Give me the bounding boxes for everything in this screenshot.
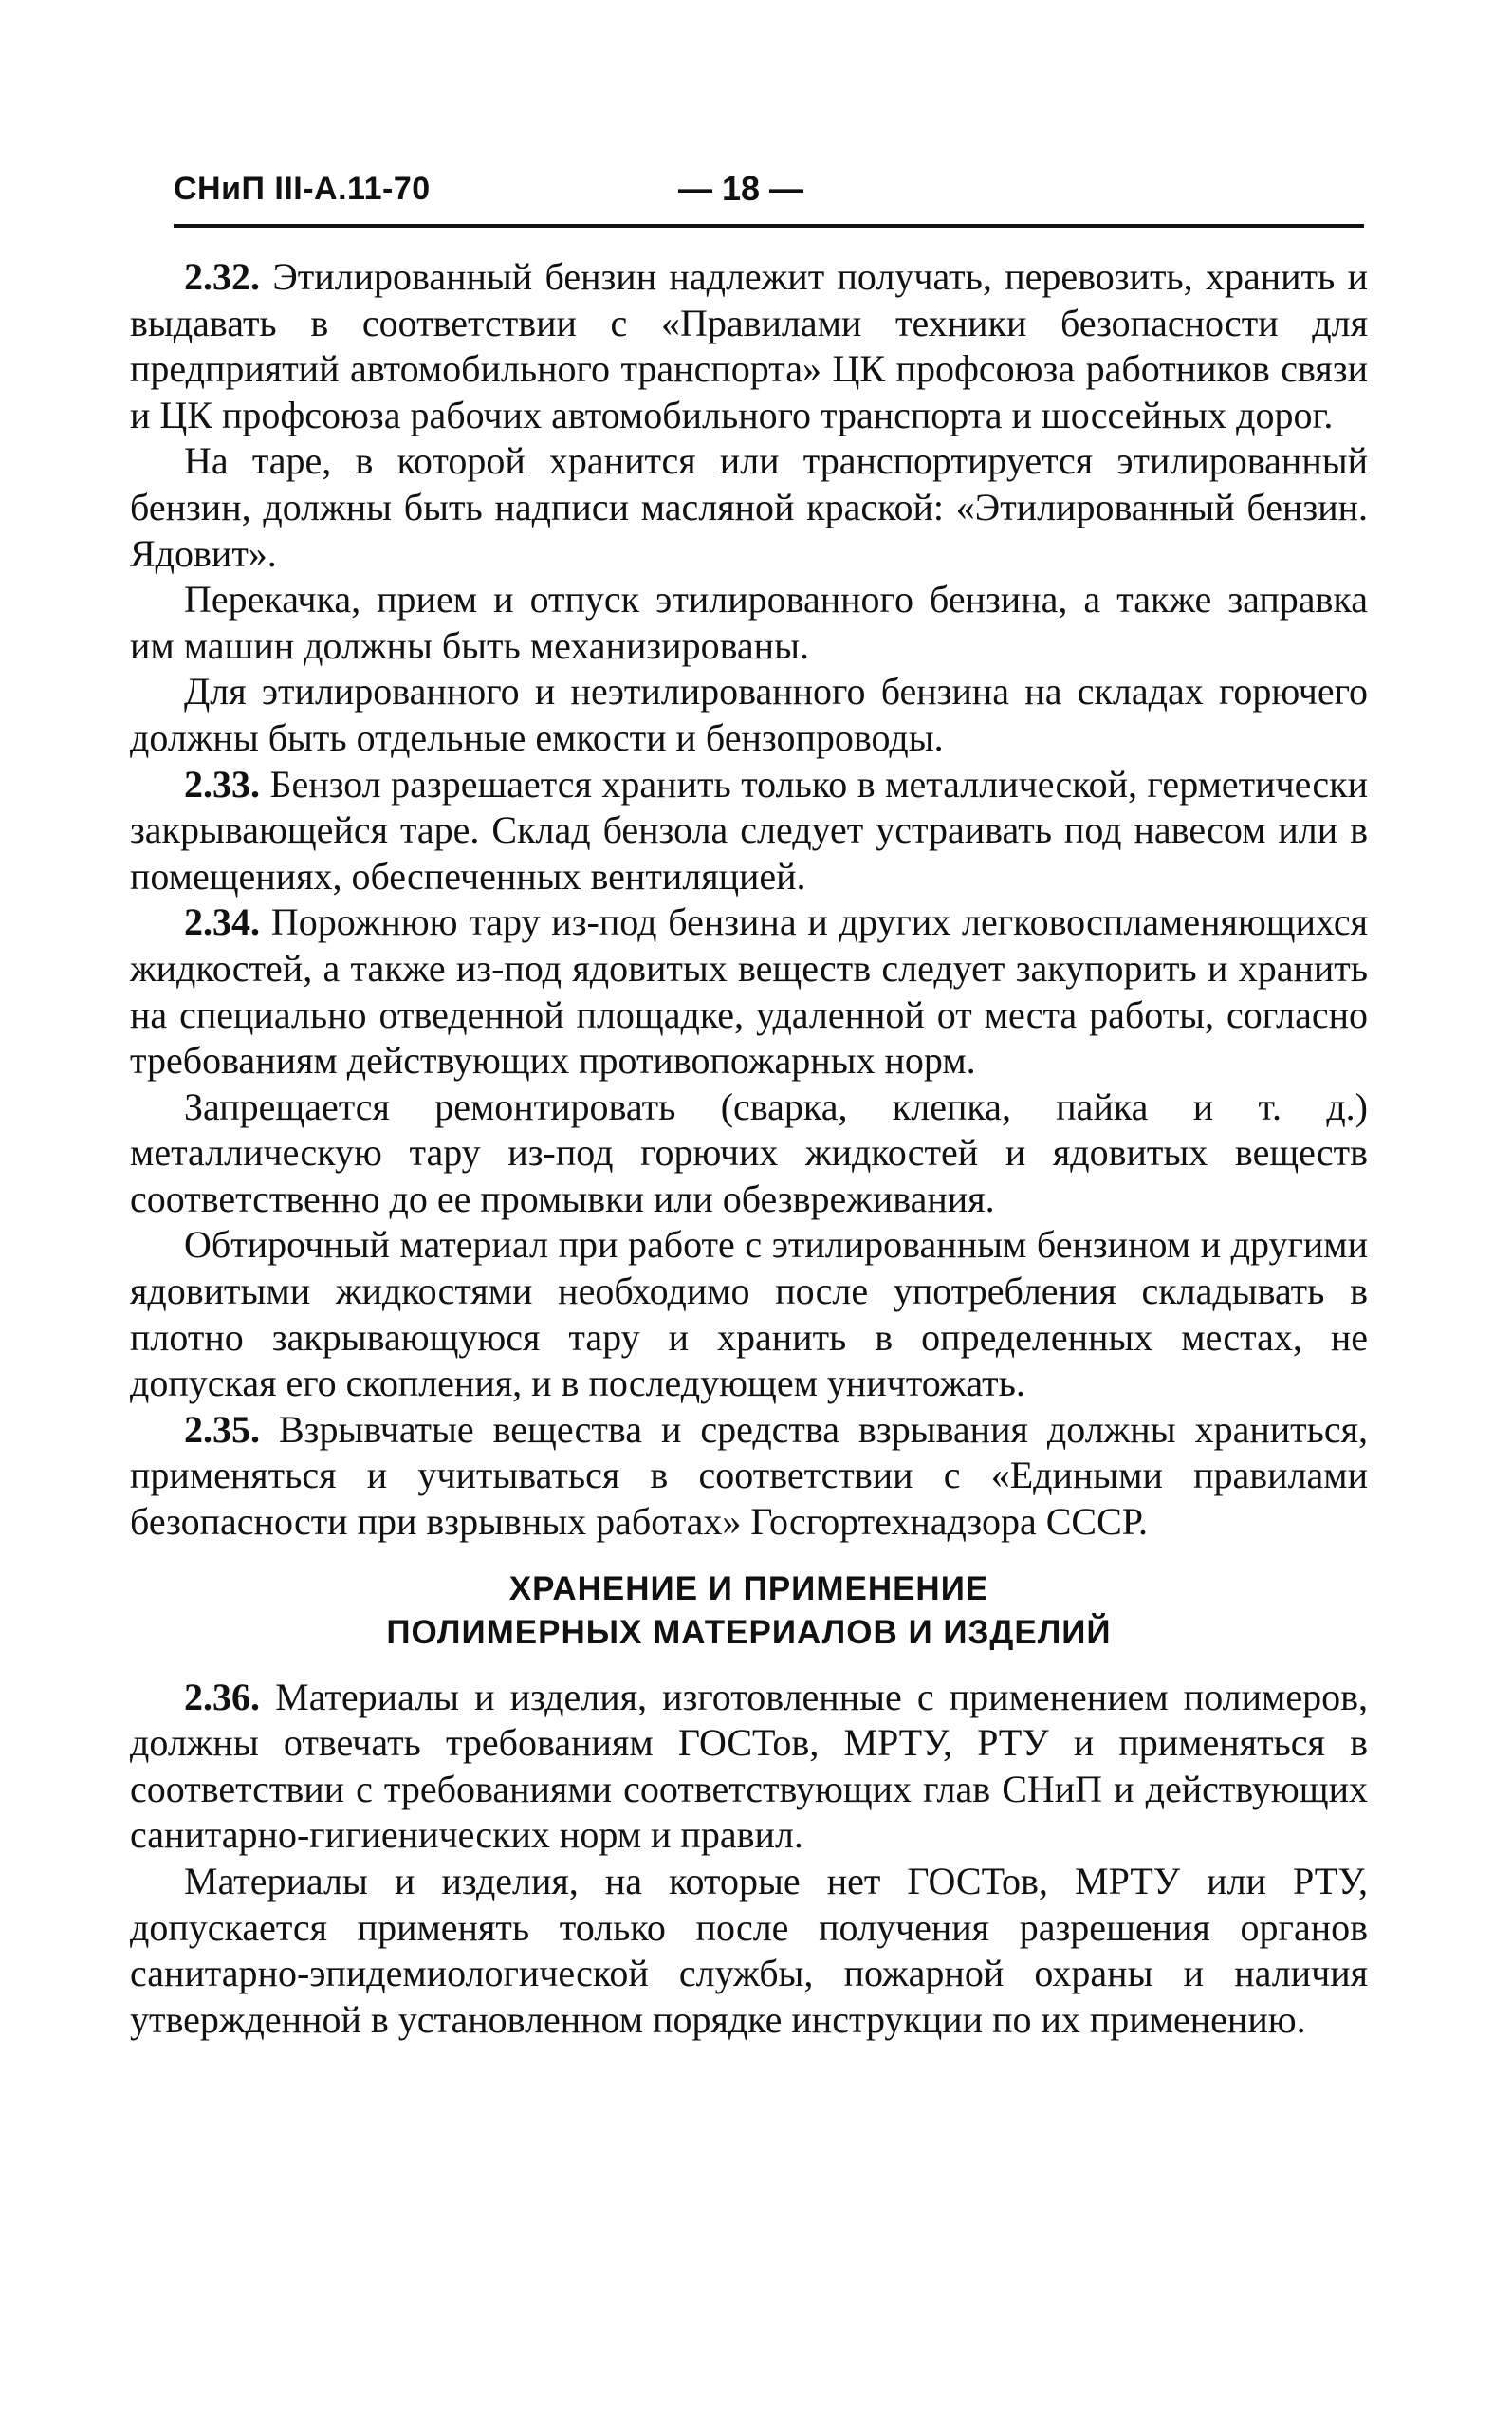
paragraph — [130, 577, 1368, 669]
paragraph-text: Для этилированного и неэтилированного бензина на складах горючего должны быть отдельные емкости и бензопроводы. — [130, 670, 1368, 759]
paragraph — [130, 1222, 1368, 1406]
clause-number: 2.34. — [184, 900, 260, 944]
clause-number: 2.35. — [184, 1407, 260, 1451]
page-number: — 18 — — [678, 169, 804, 208]
paragraph-2-36 — [130, 1675, 1368, 1859]
paragraph — [130, 1084, 1368, 1223]
section-heading-line-1: ХРАНЕНИЕ И ПРИМЕНЕНИЕ — [508, 1569, 989, 1607]
header-rule — [174, 224, 1364, 228]
paragraph-text: Запрещается ремонтировать (сварка, клепка, пайка и т. д.) металлическую тару из-под горючих жидкостей и ядовитых веществ соответственно до ее промывки или обезвреживания. — [130, 1084, 1368, 1220]
paragraph-2-32 — [130, 254, 1368, 438]
paragraph-text: Материалы и изделия, на которые нет ГОСТов, МРТУ или РТУ, допускается применять только после получения разрешения органов санитарно-эпидемиологической службы, пожарной охраны и наличия утвержденной в установленном порядке инструкции по их применению. — [130, 1860, 1368, 2041]
paragraph-text: Бензол разрешается хранить только в металлической, герметически закрывающейся таре. Склад бензола следует устраивать под навесом или в помещениях, обеспеченных вентиляцией. — [130, 762, 1368, 898]
paragraph — [130, 438, 1368, 577]
paragraph-text: Этилированный бензин надлежит получать, перевозить, хранить и выдавать в соответствии с «Правилами техники безопасности для предприятий автомобильного транспорта» ЦК профсоюза работников связи и ЦК профсоюза рабочих автомобильного транспорта и шоссейных дорог. — [130, 255, 1369, 436]
paragraph-text: Порожнюю тару из-под бензина и других легковоспламеняющихся жидкостей, а также из-под ядовитых веществ следует закупорить и хранить на специально отведенной площадке, удаленной от места работы, согласно требованиям действующих противопожарных норм. — [130, 900, 1369, 1083]
body-text — [130, 254, 1368, 2043]
document-code: СНиП III-А.11-70 — [174, 171, 431, 207]
paragraph — [130, 669, 1368, 761]
paragraph-2-35 — [130, 1407, 1368, 1546]
paragraph-text: На таре, в которой хранится или транспортируется этилированный бензин, должны быть надписи масляной краской: «Этилированный бензин. Ядовит». — [130, 439, 1368, 575]
paragraph-text: Перекачка, прием и отпуск этилированного бензина, а также заправка им машин должны быть механизированы. — [130, 578, 1368, 667]
clause-number: 2.32. — [184, 255, 260, 298]
paragraph-text: Взрывчатые вещества и средства взрывания должны храниться, применяться и учитываться в соответствии с «Едиными правилами безопасности при взрывных работах» Госгортехнадзора СССР. — [130, 1407, 1369, 1544]
paragraph-2-34 — [130, 899, 1368, 1084]
paragraph-text: Обтирочный материал при работе с этилированным бензином и другими ядовитыми жидкостями необходимо после употребления складывать в плотно закрывающуюся тару и хранить в определенных местах, не допуская его скопления, и в последующем уничтожать. — [130, 1223, 1368, 1405]
clause-number: 2.36. — [184, 1675, 260, 1718]
section-heading — [130, 1567, 1368, 1655]
section-heading-line-2: ПОЛИМЕРНЫХ МАТЕРИАЛОВ И ИЗДЕЛИЙ — [386, 1613, 1112, 1651]
clause-number: 2.33. — [184, 762, 260, 806]
paragraph-2-33 — [130, 762, 1368, 900]
page-header — [174, 163, 1364, 220]
paragraph — [130, 1859, 1368, 2043]
paragraph-text: Материалы и изделия, изготовленные с применением полимеров, должны отвечать требованиям ГОСТов, МРТУ, РТУ и применяться в соответствии с требованиями соответствующих глав СНиП и действующих санитарно-гигиенических норм и правил. — [130, 1675, 1369, 1857]
